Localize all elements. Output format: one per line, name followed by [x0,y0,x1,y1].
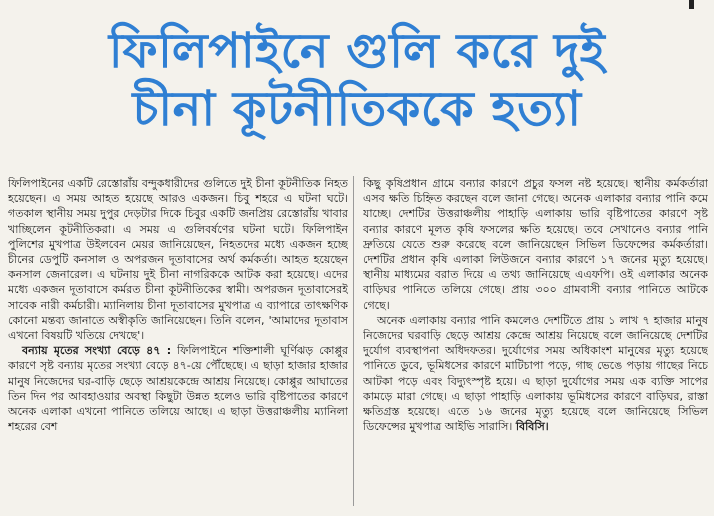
headline [0,22,714,138]
page-top-edge [0,0,714,12]
article-paragraph-subsection [8,343,348,434]
article-paragraph-text: অনেক এলাকায় বন্যার পানি কমলেও দেশটিতে প্রায় ১ লাখ ৭ হাজার মানুষ নিজেদের ঘরবাড়ি ছেড়ে আশ্রয় কেন্দ্রে আশ্রয় নিয়েছে বলে জানিয়েছে দেশটির দুর্যোগ ব্যবস্থাপনা অধিদফতর। দুর্যোগের সময় অধিকাংশ মানুষের মৃত্যু হয়েছে পানিতে ডুবে, ভূমিধসের কারণে মাটিচাপা পড়ে, গাছ ভেঙে পড়ায় গাছের নিচে আটকা পড়ে এবং বিদ্যুৎস্পৃষ্ট হয়ে। এ ছাড়া দুর্যোগের সময় এক ব্যক্তি সাপের কামড়ে মারা গেছে। এ ছাড়া পাহাড়ি এলাকায় ভূমিধসের কারণে বাড়িঘর, রাস্তা ক্ষতিগ্রস্ত হয়েছে। এতে ১৬ জনের মৃত্যু হয়েছে বলে জানিয়েছে সিভিল ডিফেন্সের মুখপাত্র আইভি সারাসি। [363,313,708,434]
article-paragraph: ফিলিপাইনের একটি রেস্তোরাঁয় বন্দুকধারীদের গুলিতে দুই চীনা কূটনীতিক নিহত হয়েছেন। এ সময় আহত হয়েছে আরও একজন। চিবু শহরে এ ঘটনা ঘটে। গতকাল স্থানীয় সময় দুপুর দেড়টার দিকে চিবুর একটি জনপ্রিয় রেস্তোরাঁয় খাবার খাচ্ছিলেন কূটনীতিকরা। এ সময় এ গুলিবর্ষণের ঘটনা ঘটে। ফিলিপাইন পুলিশের মুখপাত্র উইলবেন মেয়র জানিয়েছেন, নিহতদের মধ্যে একজন হচ্ছে চীনের ডেপুটি কনসাল ও অপরজন দূতাবাসের অর্থ কর্মকর্তা। আহত হয়েছেন কনসাল জেনারেল। এ ঘটনায় দুই চীনা নাগরিককে আটক করা হয়েছে। এদের মধ্যে একজন দূতাবাসে কর্মরত চীনা কূটনীতিকের স্বামী। অপরজন দূতাবাসেরই সাবেক নারী কর্মচারী। ম্যানিলায় চীনা দূতাবাসের মুখপাত্র এ ব্যাপারে তাৎক্ষণিক কোনো মন্তব্য জানাতে অস্বীকৃতি জানিয়েছেন। তিনি বলেন, 'আমাদের দূতাবাস এখনো বিষয়টি খতিয়ে দেখছে'। [8,177,348,343]
top-right-mark [689,0,694,9]
headline-line-1: ফিলিপাইনে গুলি করে দুই [108,23,606,79]
article-column-right [363,176,708,506]
page-bottom-edge [0,508,714,516]
headline-line-2: চীনা কূটনীতিককে হত্যা [132,81,582,137]
subsection-text: ফিলিপাইনে শক্তিশালী ঘূর্ণিঝড় কোপ্পুর কারণে সৃষ্ট বন্যায় মৃতের সংখ্যা বেড়ে ৪৭-য়ে পৌঁছেছে। এ ছাড়া হাজার হাজার মানুষ নিজেদের ঘর-বাড়ি ছেড়ে আশ্রয়কেন্দ্রে আশ্রয় নিয়েছে। কোপ্পুর আঘাতের তিন দিন পর আবহাওয়ার অবস্থা কিছুটা উন্নত হলেও ভারি বৃষ্টিপাতের কারণে অনেক এলাকা এখনো পানিতে তলিয়ে আছে। এ ছাড়া উত্তরাঞ্চলীয় ম্যানিলা শহরের বেশ [8,344,348,434]
source-credit: বিবিসি। [515,420,549,434]
article-paragraph [363,313,708,435]
article-column-left [8,176,348,506]
article-paragraph: কিছু কৃষিপ্রধান গ্রামে বন্যার কারণে প্রচুর ফসল নষ্ট হয়েছে। স্থানীয় কর্মকর্তারা এসব ক্ষতি চিহ্নিত করছেন বলে জানা গেছে। অনেক এলাকার বন্যার পানি কমে যাচ্ছে। দেশটির উত্তরাঞ্চলীয় পাহাড়ি এলাকায় ভারি বৃষ্টিপাতের কারণে সৃষ্ট বন্যার কারণে মূলত কৃষি ফসলের ক্ষতি হয়েছে। তবে সেখানেও বন্যার পানি দ্রুতিয়ে যেতে শুরু করেছে বলে জানিয়েছেন সিভিল ডিফেন্সের কর্মকর্তারা। দেশটির প্রধান কৃষি এলাকা লিউজনে বন্যার কারণে ১৭ জনের মৃত্যু হয়েছে। স্থানীয় মাধ্যমের বরাত দিয়ে এ তথ্য জানিয়েছে এএফপি। ওই এলাকার অনেক বাড়িঘর পানিতে তলিয়ে গেছে। প্রায় ৩০০ গ্রামবাসী বন্যার পানিতে আটকে গেছে। [363,177,708,312]
subheading-lead: বন্যায় মৃতের সংখ্যা বেড়ে ৪৭ : [22,344,172,358]
column-divider [353,176,354,506]
